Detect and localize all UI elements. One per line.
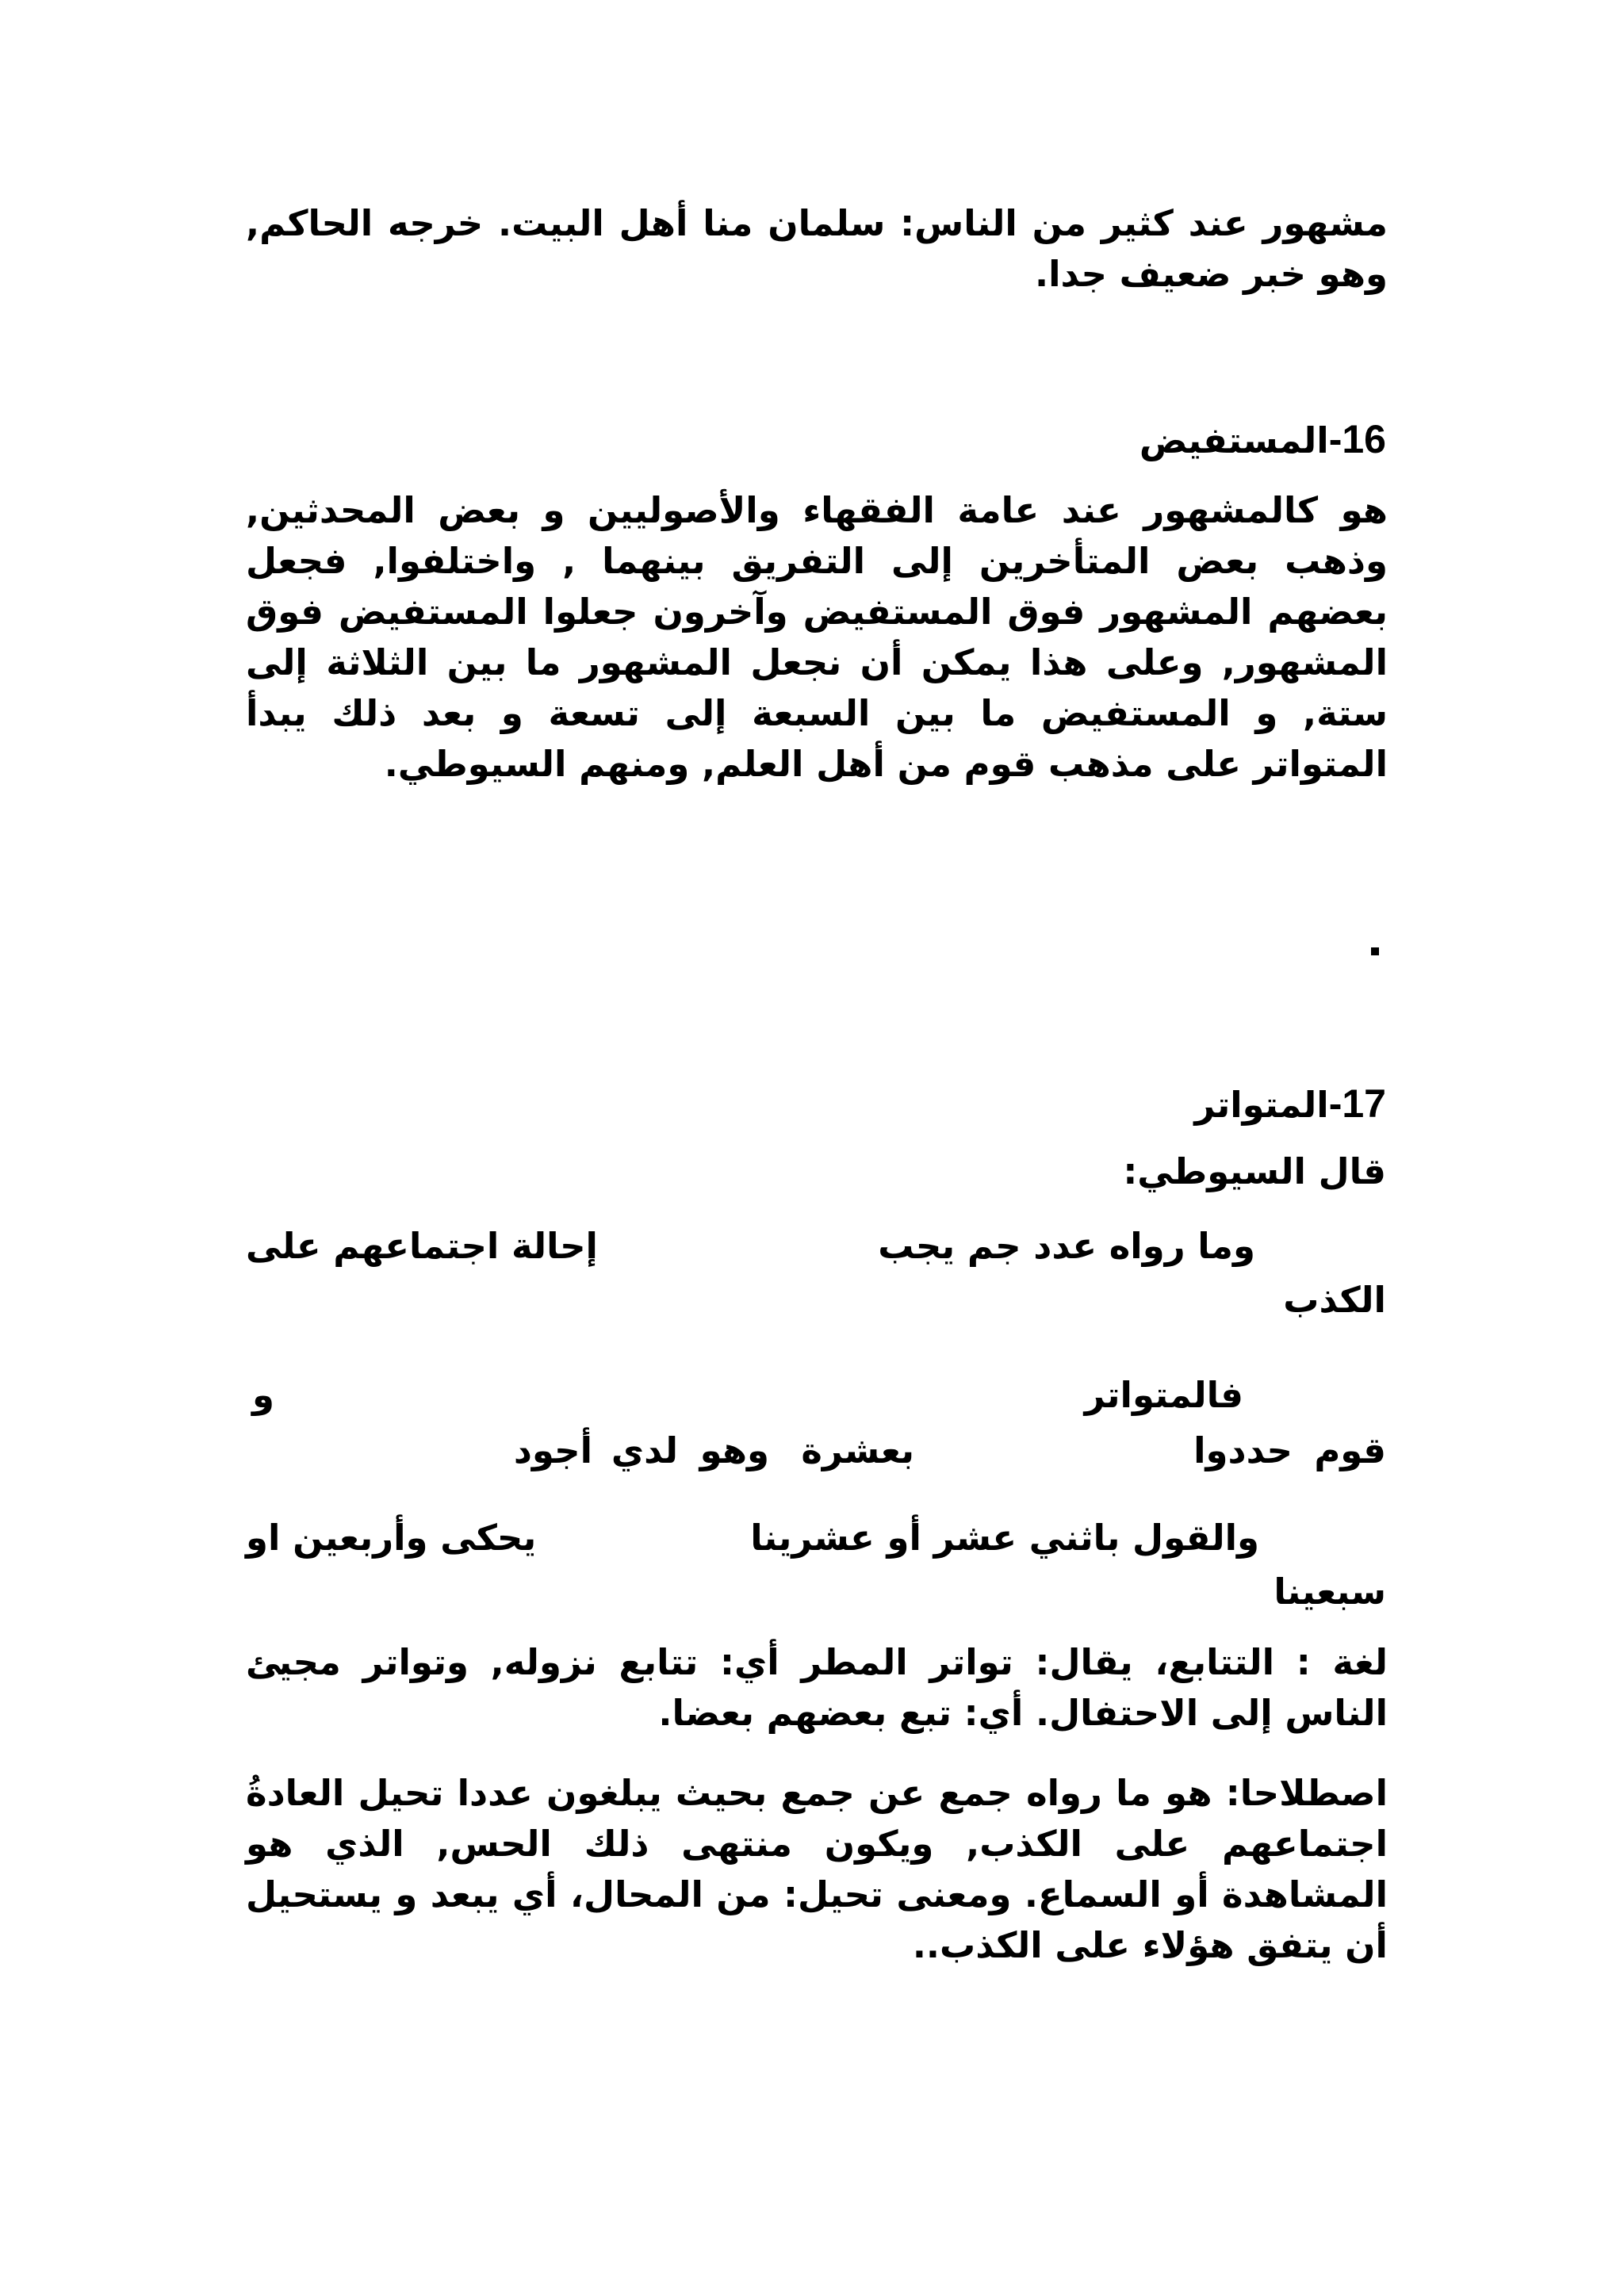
- section-16-paragraph: هو كالمشهور عند عامة الفقهاء والأصوليين و بعض المحدثين, وذهب بعض المتأخرين إلى التفريق بينهما , واختلفوا, فجعل بعضهم المشهور فوق المستفيض وآخرون جعلوا المستفيض فوق المشهور, وعلى هذا يمكن أن نجعل المشهور ما بين الثلاثة إلى ستة, و المستفيض ما بين السبعة إلى تسعة و بعد ذلك يبدأ المتواتر على مذهب قوم من أهل العلم, ومنهم السيوطي.: [246, 489, 1388, 785]
- section-16-title: المستفيض: [1139, 419, 1329, 461]
- poem-verse-1-part-a: وما رواه عدد جم يجب: [878, 1225, 1255, 1267]
- section-16-number: 16-: [1328, 417, 1386, 461]
- poem-verse-3-part-b: يحكى وأربعين او: [246, 1517, 537, 1559]
- section-17-heading: [1194, 1078, 1386, 1131]
- poem-verse-2-word-5: لدي: [611, 1429, 678, 1471]
- section-17-intro: قال السيوطي:: [1123, 1150, 1386, 1192]
- poem-verse-2-word-3: بعشرة: [801, 1429, 914, 1471]
- section-17-title: المتواتر: [1194, 1084, 1329, 1126]
- poem-verse-3-part-a: والقول باثني عشر أو عشرينا: [750, 1517, 1259, 1559]
- poem-verse-2-word-1: قوم: [1314, 1429, 1386, 1471]
- poem-verse-2-word-2: حددوا: [1193, 1429, 1293, 1471]
- section-16-heading: [1139, 414, 1386, 466]
- poem-verse-1-part-c: الكذب: [1283, 1279, 1386, 1321]
- poem-verse-2-part-b: و: [252, 1374, 274, 1416]
- poem-verse-3-part-c: سبعينا: [1274, 1571, 1386, 1613]
- definition-linguistic: لغة : التتابع، يقال: تواتر المطر أي: تتابع نزوله, وتواتر مجيئ الناس إلى الاحتفال. أي: تبع بعضهم بعضا.: [246, 1641, 1388, 1734]
- poem-verse-1-part-b: إحالة اجتماعهم على: [246, 1225, 598, 1267]
- definition-technical: اصطلاحا: هو ما رواه جمع عن جمع بحيث يبلغون عددا تحيل العادةُ اجتماعهم على الكذب, ويكون منتهى ذلك الحس, الذي هو المشاهدة أو السماع. ومعنى تحيل: من المحال، أي يبعد و يستحيل أن يتفق هؤلاء على الكذب..: [246, 1772, 1388, 1966]
- poem-verse-2-word-4: وهو: [699, 1429, 769, 1471]
- section-17-number: 17-: [1328, 1081, 1386, 1126]
- poem-verse-2-word-6: أجود: [513, 1429, 592, 1471]
- poem-verse-2-part-a: فالمتواتر: [1084, 1374, 1243, 1416]
- stray-dot: [1371, 947, 1379, 955]
- intro-paragraph: مشهور عند كثير من الناس: سلمان منا أهل البيت. خرجه الحاكم, وهو خبر ضعيف جدا.: [246, 202, 1388, 295]
